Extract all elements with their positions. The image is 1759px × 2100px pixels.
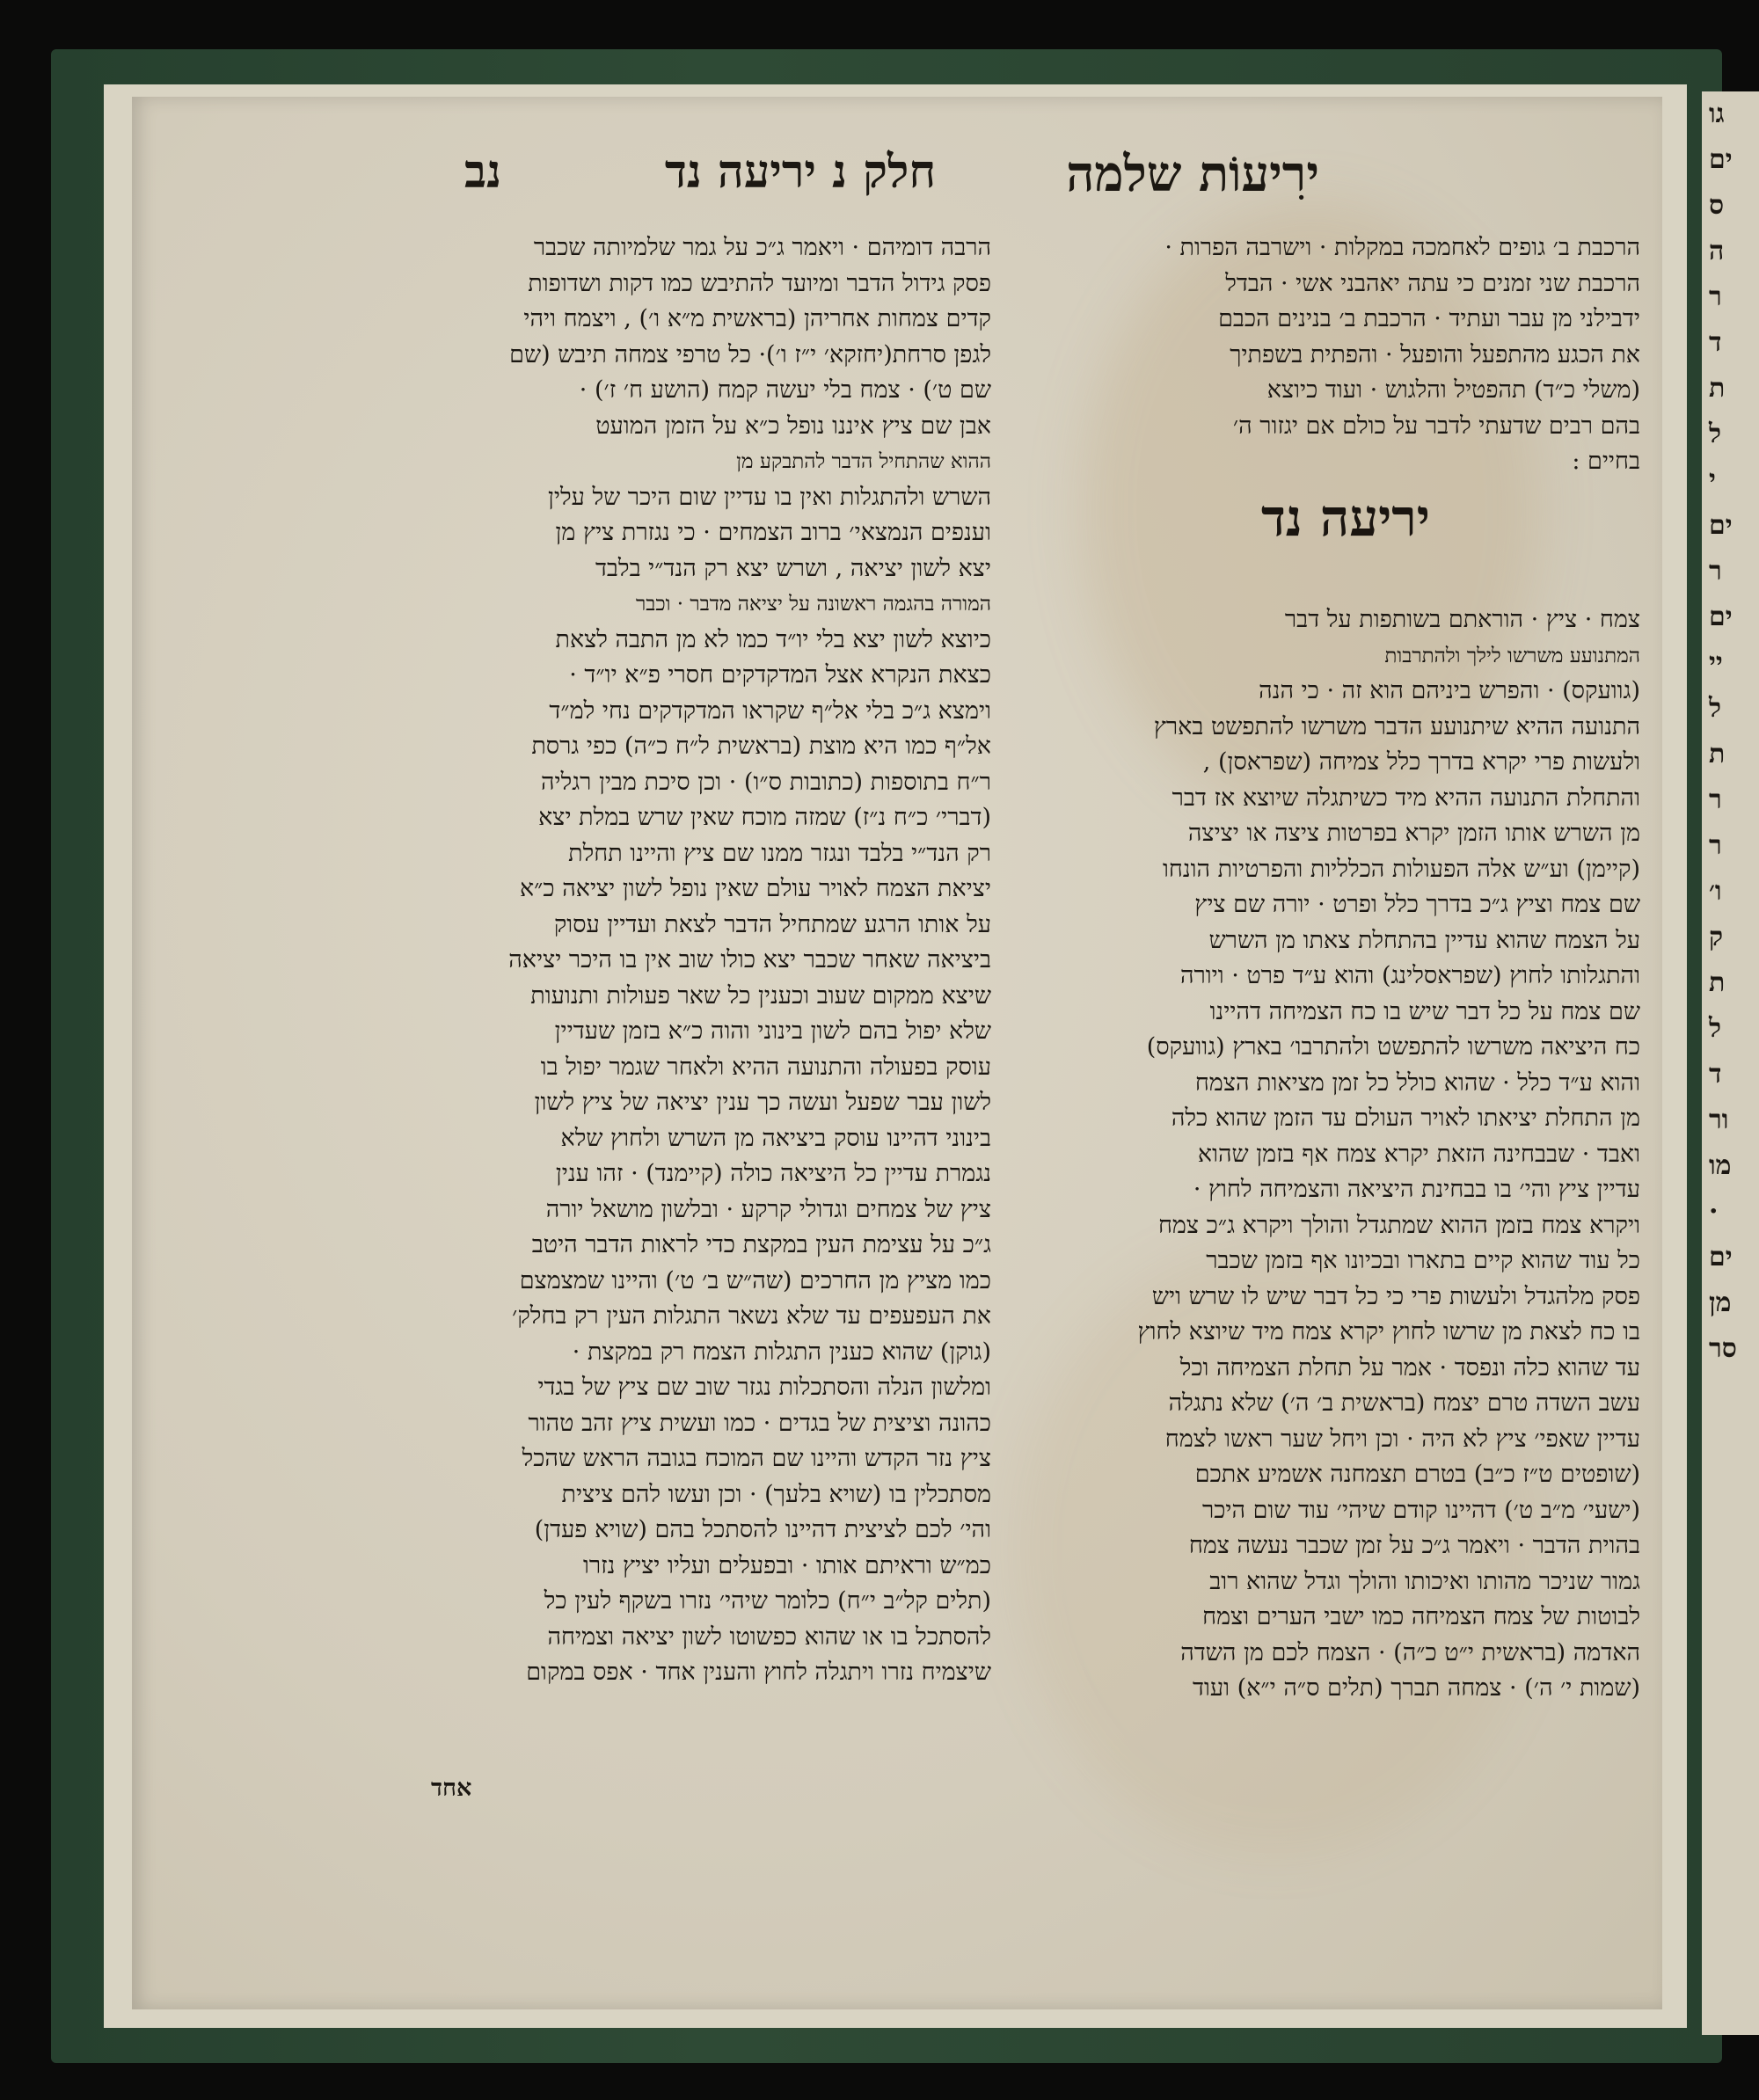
facing-text-fragment: ר [1709, 556, 1722, 587]
text-line: שם צמח וציץ ג״כ בדרך כלל ופרט · יורה שם ציץ [1194, 891, 1640, 918]
text-line: כצאת הנקרא אצל המדקדקים חסרי פ״א יו״ד · [569, 661, 991, 689]
facing-text-fragment: ל [1709, 1013, 1722, 1044]
text-line: ציץ של צמחים וגדולי קרקע · ובלשון מושאל יורה [545, 1195, 991, 1223]
text-line: ר״ח בתוספות (כתובות ס״ו) · וכן סיכת מבין רגליה [540, 768, 991, 796]
text-line: עשב השדה טרם יצמח (בראשית ב׳ ה׳) שלא נתגלה [1168, 1389, 1640, 1417]
text-line: (גוקן) שהוא כענין התגלות הצמח רק במקצת · [572, 1338, 991, 1366]
text-line: והתחלת התנועה ההיא מיד כשיתגלה שיוצא אז דבר [1171, 784, 1640, 812]
text-line: ומלשון הנלה והסתכלות נגזר שוב שם ציץ של בגדי [537, 1374, 991, 1401]
facing-text-fragment: ים [1709, 1242, 1733, 1272]
facing-text-fragment: ים [1709, 602, 1733, 632]
text-line: כהונה וציצית של בגדים · כמו ועשית ציץ זהב טהור [528, 1409, 991, 1437]
facing-text-fragment: ד [1709, 1059, 1722, 1090]
text-line: שם ט׳) · צמח בלי יעשה קמח (הושע ח׳ ז׳) · [579, 376, 991, 404]
text-line: שלא יפול בהם לשון בינוני והוה כ״א בזמן שעדיין [554, 1017, 991, 1045]
text-line: לגפן סרחת(יחזקא׳ י״ז ו׳)· כל טרפי צמחה תיבש (שם [509, 340, 991, 368]
text-line: (ישעי׳ מ״ב ט׳) דהיינו קודם שיהי׳ עוד שום היכר [1201, 1496, 1640, 1524]
text-line: ויקרא צמח בזמן ההוא שמתגדל והולך ויקרא ג״כ צמח [1157, 1211, 1640, 1239]
facing-text-fragment: ס [1709, 190, 1725, 221]
text-line: לבוטות של צמח הצמיחה כמו ישבי הערים וצמח [1202, 1603, 1640, 1630]
text-line: צמח · ציץ · הוראתם בשותפות על דבר [1284, 606, 1640, 633]
text-line: בחיים : [1572, 448, 1640, 475]
facing-text-fragment: מן [1709, 1287, 1732, 1318]
text-line: הרבה דומיהם · ויאמר ג״כ על גמר שלמיותה שכבר [533, 234, 991, 261]
text-line: מסתכלין בו (שויא בלעך) · וכן ועשו להם ציצית [561, 1480, 991, 1508]
facing-text-fragment: יי [1709, 647, 1723, 678]
text-line: נגמרת עדיין כל היציאה כולה (קיימנד) · זהו ענין [555, 1160, 991, 1187]
text-line: רק הנד״י בלבד ונגזר ממנו שם ציץ והיינו תחלת [568, 839, 991, 867]
text-line: השרש ולהתגלות ואין בו עדיין שום היכר של עלין [548, 483, 991, 511]
text-line: מן השרש אותו הזמן יקרא בפרטות ציצה או יציצה [1187, 820, 1640, 847]
text-line: והוא ע״ד כלל · שהוא כולל כל זמן מציאות הצמח [1194, 1068, 1640, 1097]
text-line: גמור שניכר מהותו ואיכותו והולך וגדל שהוא רוב [1209, 1567, 1640, 1595]
text-line: יצא לשון יציאה , ושרש יצא רק הנד״י בלבד [595, 554, 991, 582]
text-line: כיוצא לשון יצא בלי יו״ד כמו לא מן התבה לצאת [555, 625, 991, 653]
text-line: כמו מציץ מן החרכים (שה״ש ב׳ ט׳) והיינו שמצמצם [519, 1266, 991, 1294]
facing-text-fragment: ק [1709, 922, 1724, 952]
text-line: הרכבת ב׳ גופים לאחמכה במקלות · וישרבה הפרות · [1164, 234, 1640, 261]
facing-text-fragment: ור [1709, 1105, 1729, 1135]
text-line: על אותו הרגע שמתחיל הדבר לצאת ועדיין עסוק [553, 910, 991, 938]
facing-text-fragment: ים [1709, 510, 1733, 541]
text-line: שיצמיח נזרו ויתגלה לחוץ והענין אחד · אפס במקום [526, 1659, 991, 1686]
text-line: (תלים קל״ב י״ח) כלומר שיהי׳ נזרו בשקף לעין כל [544, 1587, 991, 1615]
running-header-right: ירִיעוֹת שלמה [1066, 145, 1319, 203]
text-line: להסתכל בו או שהוא כפשוטו לשון יציאה וצמיחה [547, 1622, 991, 1651]
text-line: ג״כ על עצימת העין במקצת כדי לראות הדבר היטב [531, 1231, 991, 1258]
text-line: שיצא ממקום שעוב וכענין כל שאר פעולות ותנועות [530, 981, 991, 1010]
facing-text-fragment: ר [1709, 281, 1722, 312]
section-title: יריעה נד [1260, 488, 1431, 548]
facing-text-fragment: ים [1709, 144, 1733, 175]
text-line: פסק גידול הדבר ומיועד להתיבש כמו דקות ושדופות [528, 269, 991, 297]
text-line: התנועה ההיא שיתנועע הדבר משרשו להתפשט בארץ [1153, 712, 1640, 740]
text-line: ואבד · שבבחינה הזאת יקרא צמח אף בזמן שהוא [1197, 1140, 1640, 1168]
text-line: את העפעפים עד שלא נשאר התגלות העין רק בחלק׳ [512, 1302, 991, 1330]
text-line: האדמה (בראשית י״ט כ״ה) · הצמח לכם מן השדה [1180, 1638, 1640, 1666]
text-line: עדיין ציץ והי׳ בו בבחינת היציאה והצמיחה לחוץ · [1193, 1176, 1640, 1203]
text-line: (שמות י׳ ה׳) · צמחה תברך (תלים ס״ה י״א) ועוד [1193, 1674, 1640, 1702]
text-line: (דברי׳ כ״ח נ״ז) שמזה מוכח שאין שרש במלת יצא [538, 804, 991, 831]
text-line: כל עוד שהוא קיים בתארו ובכיונו אף בזמן שכבר [1206, 1247, 1640, 1274]
text-line: בהם רבים שדעתי לדבר על כולם אם יגזור ה׳ [1232, 412, 1640, 440]
text-line: אבן שם ציץ איננו נופל כ״א על הזמן המועט [595, 412, 991, 440]
facing-text-fragment: מו [1709, 1150, 1732, 1181]
facing-text-fragment: סר [1709, 1333, 1737, 1364]
text-line: (שופטים ט״ז כ״ב) בטרם תצמחנה אשמיע אתכם [1194, 1461, 1640, 1488]
text-line: יציאת הצמח לאויר עולם שאין נופל לשון יציאה כ״א [519, 875, 991, 902]
facing-text-fragment: ל [1709, 419, 1722, 449]
text-line: ביציאה שאחר שכבר יצא כולו שוב אין בו היכר יציאה [508, 946, 991, 973]
text-line: (קיימן) וע״ש אלה הפעולות הכלליות והפרטיות הונחו [1162, 855, 1640, 883]
text-line: את הכגע מהתפעל והופעל · והפתית בשפתיך [1230, 340, 1640, 368]
text-line: פסק מלהגדל ולעשות פרי כי כל דבר שיש לו שרש ויש [1151, 1282, 1640, 1310]
text-line: על הצמח שהוא עדיין בהתחלת צאתו מן השרש [1208, 926, 1640, 954]
facing-text-fragment: גו [1709, 98, 1725, 129]
text-line: כח היציאה משרשו להתפשט ולהתרבו׳ בארץ (גוועקס) [1146, 1033, 1640, 1061]
page-number: נב [464, 145, 501, 199]
text-line: ההוא שהתחיל הדבר להתבקע מן [736, 450, 991, 473]
text-line: לשון עבר שפעל ועשה כך ענין יציאה של ציץ לשון [534, 1089, 991, 1116]
text-line: כמ״ש וראיתם אותו · ובפעלים ועליו יציץ נזרו [582, 1551, 991, 1579]
text-line: ידבילני מן עבר ועתיד · הרכבת ב׳ בנינים הכבם [1218, 305, 1640, 332]
text-line: (גוועקס) · והפרש ביניהם הוא זה · כי הנה [1259, 677, 1640, 704]
text-line: בינוני דהיינו עוסק ביציאה מן השרש ולחוץ שלא [560, 1124, 991, 1152]
facing-text-fragment: ת [1709, 967, 1726, 998]
facing-text-fragment: ת [1709, 373, 1726, 404]
text-line: עוסק בפעולה והתנועה ההיא ולאחר שגמר יפול בו [540, 1053, 991, 1081]
text-line: וענפים הנמצאי׳ ברוב הצמחים · כי נגזרת ציץ מן [555, 519, 991, 546]
facing-text-fragment: ה [1709, 236, 1725, 266]
text-line: בהוית הדבר · ויאמר ג״כ על זמן שכבר נעשה צמח [1188, 1532, 1640, 1559]
facing-text-fragment: י [1709, 464, 1716, 495]
left-column [365, 230, 991, 1691]
text-line: עד שהוא כלה ונפסד · אמר על תחלת הצמיחה וכל [1179, 1353, 1640, 1382]
facing-text-fragment: ו׳ [1709, 876, 1722, 907]
facing-text-fragment: · [1709, 1196, 1719, 1227]
text-line: והתגלותו לחוץ (שפראסלינג) והוא ע״ד פרט · ויורה [1179, 962, 1640, 989]
facing-text-fragment: ת [1709, 739, 1726, 769]
text-line: וימצא ג״כ בלי אל״ף שקראו המדקדקים נחי למ״ד [549, 696, 991, 725]
text-line: אל״ף כמו היא מוצת (בראשית ל״ח כ״ה) כפי גרסת [531, 733, 991, 760]
text-line: והי׳ לכם לציצית דהיינו להסתכל בהם (שויא פעדן) [534, 1516, 991, 1543]
text-line: קדים צמחות אחריהן (בראשית מ״א ו׳) , ויצמח ויהי [523, 305, 991, 332]
facing-text-fragment: ד [1709, 327, 1722, 358]
running-header-title: חלק נ יריעה נד [664, 145, 937, 199]
facing-text-fragment: ל [1709, 693, 1722, 724]
text-line: עדיין שאפי׳ ציץ לא היה · וכן ויחל שער ראשו לצמח [1164, 1425, 1640, 1453]
facing-page-fragment [1702, 91, 1759, 2035]
right-column-top [1025, 230, 1640, 480]
text-line: שם צמח על כל דבר שיש בו כח הצמיחה דהיינו [1209, 997, 1640, 1025]
text-line: ציץ נזר הקדש והיינו שם המוכח בגובה הראש שהכל [522, 1445, 991, 1472]
text-line: המורה בהגמה ראשונה על יציאה מדבר · וכבר [635, 593, 991, 616]
text-line: בו כח לצאת מן שרשו לחוץ יקרא צמח מיד שיוצא לחוץ [1137, 1318, 1640, 1345]
right-column-body [1025, 602, 1640, 1707]
facing-text-fragment: ר [1709, 830, 1722, 861]
text-line: מן התחלת יציאתו לאויר העולם עד הזמן שהוא כלה [1171, 1105, 1640, 1132]
catchword: אחד [431, 1775, 472, 1802]
text-line: ולעשות פרי יקרא בדרך כלל צמיחה (שפראסן) , [1202, 748, 1640, 776]
text-line: הרכבת שני זמנים כי עתה יאהבני אשי · הבדל [1225, 269, 1640, 297]
text-line: (משלי כ״ד) תהפטיל והלגוש · ועוד כיוצא [1266, 376, 1640, 404]
text-line: המתנועע משרשו לילך ולהתרבות [1384, 644, 1640, 667]
facing-text-fragment: ר [1709, 784, 1722, 815]
